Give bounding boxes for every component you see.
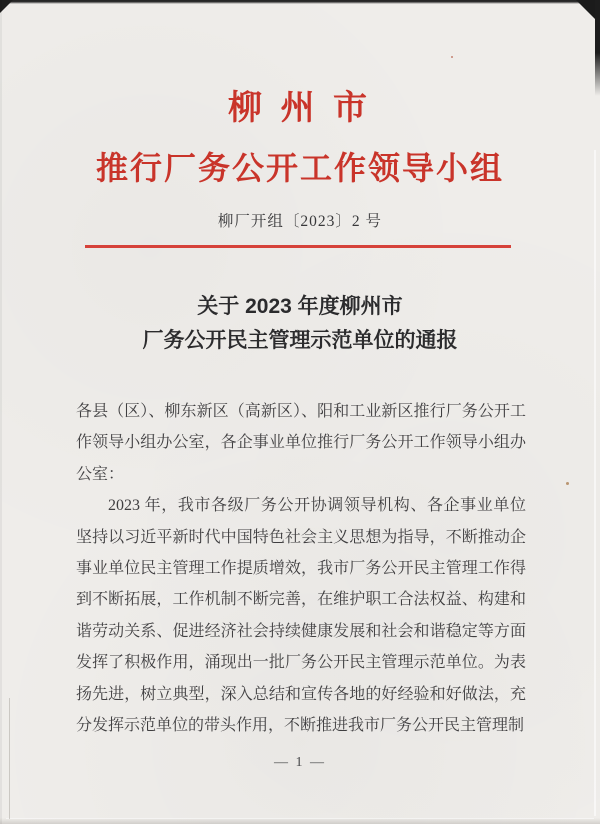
letterhead-city-name: 柳 州 市 — [228, 90, 372, 127]
paper-edge-right — [594, 150, 596, 816]
page-number: — 1 — — [274, 755, 326, 770]
scan-edge-bottom — [0, 818, 600, 824]
document-title-line2: 厂务公开民主管理示范单位的通报 — [142, 329, 458, 352]
scan-edge-right-dark — [595, 0, 600, 96]
letterhead-org-name: 推行厂务公开工作领导小组 — [95, 150, 504, 186]
document-title-line1: 关于 2023 年度柳州市 — [197, 295, 403, 318]
salutation-paragraph: 各县（区）、柳东新区（高新区）、阳和工业新区推行厂务公开工作领导小组办公室，各企事业单位推行厂务公开工作领导小组办公室： — [76, 403, 526, 483]
paper-speck — [566, 482, 569, 485]
body-paragraph: 2023 年，我市各级厂务公开协调领导机构、各企事业单位坚持以习近平新时代中国特色社会主义思想为指导，不断推动企事业单位民主管理工作提质增效，我市厂务公开民主管理工作得到不断拓展，工作机制不断完善，在维护职工合法权益、构建和谐劳动关系、促进经济社会持续健康发展和社会和谐稳定等方面发挥了积极作用，涌现出一批厂务公开民主管理示范单位。为表扬先进，树立典型，深入总结和宣传各地的好经验和好做法，充分发挥示范单位的带头作用，不断推进我市厂务公开民主管理制 — [76, 497, 526, 735]
paper-speck — [451, 56, 453, 58]
document-title — [0, 290, 600, 358]
document-body — [76, 396, 526, 741]
document-number: 柳厂开组〔2023〕2 号 — [217, 213, 383, 230]
scan-edge-top — [0, 0, 600, 4]
red-divider-line — [85, 245, 511, 248]
